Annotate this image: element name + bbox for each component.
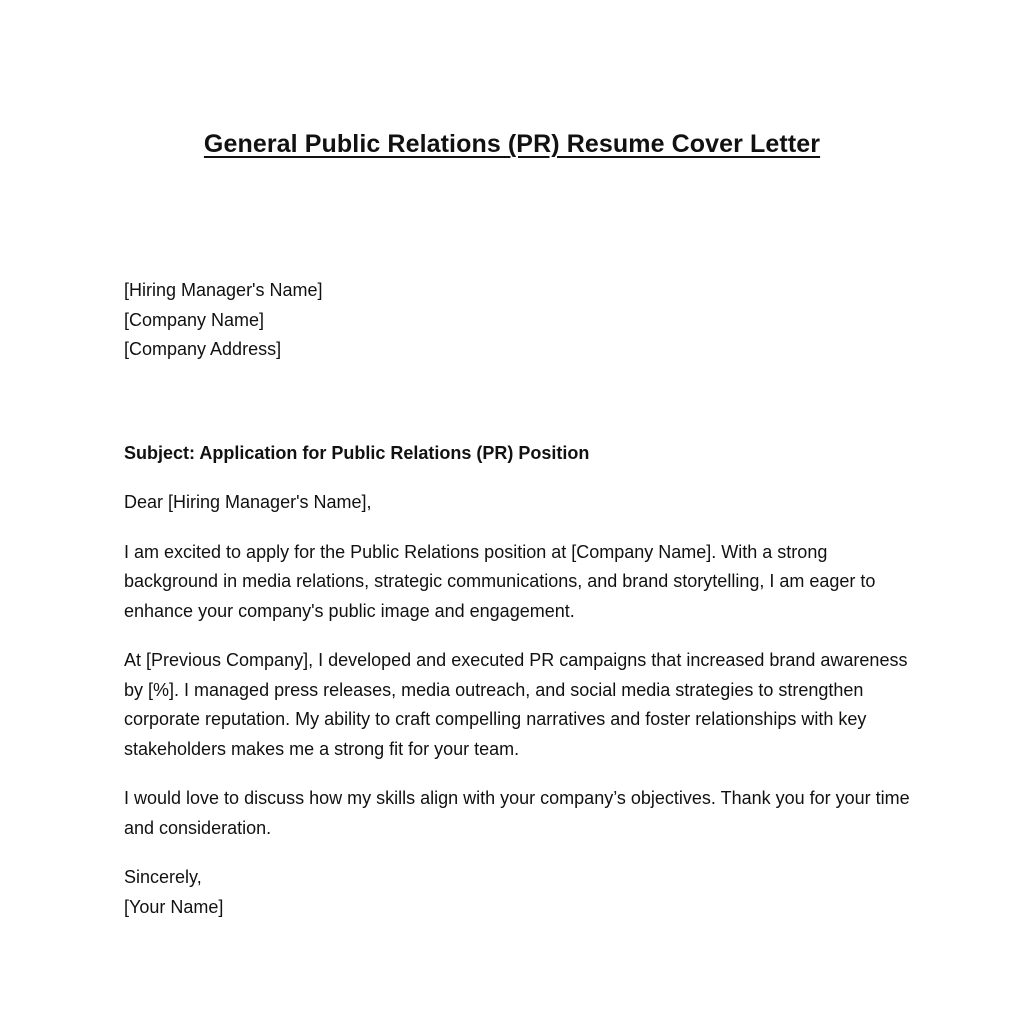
subject-line: Subject: Application for Public Relations (PR) Position — [124, 442, 590, 463]
document-title — [0, 126, 1024, 162]
paragraph-experience: At [Previous Company], I developed and executed PR campaigns that increased brand awareness by [%]. I managed press releases, media outreach, and social media strategies to strengthen corporate reputation. My ability to craft compelling narratives and foster relationships with key stakeholders makes me a strong fit for your team. — [124, 650, 908, 759]
letter-body — [124, 276, 914, 922]
signature: [Your Name] — [124, 896, 224, 917]
recipient-company-address: [Company Address] — [124, 339, 282, 359]
recipient-company-name: [Company Name] — [124, 309, 265, 330]
paragraph-intro: I am excited to apply for the Public Relations position at [Company Name]. With a strong background in media relations, strategic communications, and brand storytelling, I am eager to enhance your company's public image and engagement. — [124, 541, 876, 621]
closing-block — [124, 863, 914, 922]
document-title-text: General Public Relations (PR) Resume Cover Letter — [203, 130, 821, 158]
recipient-block — [124, 276, 914, 365]
salutation: Dear [Hiring Manager's Name], — [124, 492, 372, 512]
closing-text: Sincerely, — [124, 867, 202, 887]
paragraph-closing: I would love to discuss how my skills align with your company’s objectives. Thank you for your time and consideration. — [124, 788, 910, 838]
recipient-hiring-manager: [Hiring Manager's Name] — [124, 280, 323, 300]
